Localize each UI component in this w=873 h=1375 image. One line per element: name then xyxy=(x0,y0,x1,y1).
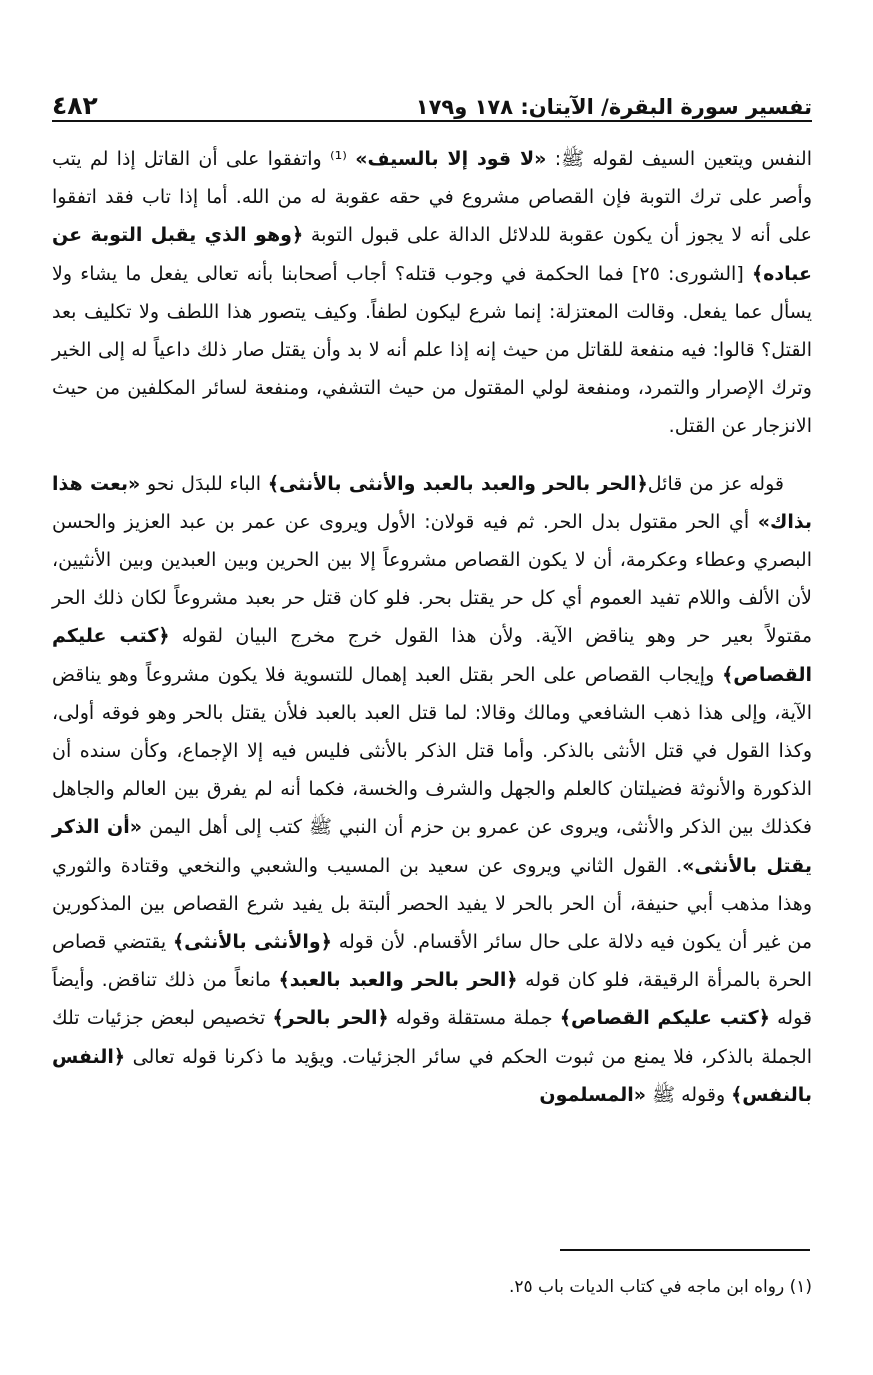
text-run: الباء للبدَل نحو xyxy=(140,472,268,495)
text-run: أي الحر مقتول بدل الحر. ثم فيه قولان: الأول ويروى عن عمر بن عبد العزيز والحسن البصري وعطاء وعكرمة، أن لا يكون القصاص مشروعاً إلا بين الحرين وبين العبدين وبين الأنثيين، لأن الألف واللام تفيد العموم أي كل حر يقتل بحر. فلو كان قتل حر بعبد مشروعاً لكان ذلك الحر مقتولاً بعير حر وهو يناقض الآية. ولأن هذا القول خرج مخرج البيان لقوله xyxy=(52,510,812,648)
quran-quote: ﴿والأنثى بالأنثى﴾ xyxy=(173,931,332,954)
running-header xyxy=(52,82,812,118)
text-run: وإيجاب القصاص على الحر بقتل العبد إهمال للتسوية فلا يكون مشروعاً وهو يناقض الآية، وإلى هذا ذهب الشافعي ومالك وقالا: لما قتل العبد بالعبد فلأن يقتل بالحر وهو فوقه أولى، وكذا القول في قتل الأنثى بالذكر. وأما قتل الذكر بالأنثى فليس فيه إلا الإجماع، وكأن سنده أن الذكورة والأنوثة فضيلتان كالعلم والجهل والشرف والخسة، فكما أنه لم يفرق بين العالم والجاهل فكذلك بين الذكر والأنثى، ويروى عن عمرو بن حزم أن النبي ﷺ كتب إلى أهل اليمن xyxy=(52,663,813,839)
text-run: يقتضي قصاص الحرة بالمرأة الرقيقة، فلو كان قوله xyxy=(52,931,812,992)
running-title: تفسير سورة البقرة/ الآيتان: ١٧٨ و١٧٩ xyxy=(415,95,812,119)
text-run: [الشورى: ٢٥] فما الحكمة في وجوب قتله؟ أجاب أصحابنا بأنه تعالى يفعل ما يشاء ولا يسأل عما يفعل. وقالت المعتزلة: إنما شرع ليكون لطفاً. وكيف يتصور هذا اللطف ولا تكليف بعد القتل؟ قالوا: فيه منفعة للقاتل من حيث إنه إذا علم أنه لا بد وأن يقتل صار ذلك داعياً له إلى الخير وترك الإصرار والتمرد، ومنفعة لولي المقتول من حيث التشفي، ومنفعة لسائر المكلفين من حيث الانزجار عن القتل. xyxy=(52,262,812,438)
text-run: قوله عز من قائل xyxy=(647,472,784,495)
quran-quote: ﴿كتب عليكم القصاص﴾ xyxy=(559,1007,770,1030)
quran-quote: ﴿كتب عليكم القصاص﴾ xyxy=(52,625,812,686)
text-run: تخصيص لبعض جزئيات تلك الجملة بالذكر، فلا يمنع من ثبوت الحكم في سائر الجزئيات. ويؤيد ما ذكرنا قوله تعالى xyxy=(52,1007,812,1068)
quran-quote: ﴿وهو الذي يقبل التوبة عن عباده﴾ xyxy=(52,224,812,285)
paragraph-2 xyxy=(52,465,812,1114)
quran-quote: ﴿النفس بالنفس﴾ xyxy=(52,1045,812,1106)
text-run: جملة مستقلة وقوله xyxy=(388,1007,560,1030)
page-number: ٤٨٢ xyxy=(52,91,98,120)
footnote: (١) رواه ابن ماجه في كتاب الديات باب ٢٥. xyxy=(508,1277,812,1297)
quran-quote: ﴿الحر بالحر والعبد بالعبد﴾ xyxy=(278,969,518,992)
text-run: مانعاً من ذلك تناقض. وأيضاً قوله xyxy=(52,969,812,1030)
paragraph-1 xyxy=(52,140,812,446)
quran-quote: ﴿الحر بالحر والعبد بالعبد والأنثى بالأنثى﴾ xyxy=(267,472,648,495)
text-run: . القول الثاني ويروى عن سعيد بن المسيب والشعبي والنخعي وقتادة والثوري وهذا مذهب أبي حنيفة، أن الحر بالحر لا يفيد الحصر ألبتة بل يفيد شرع القصاص بين المذكورين من غير أن يكون فيه دلالة على حال سائر الأقسام. لأن قوله xyxy=(52,854,812,954)
hadith-quote: «المسلمون xyxy=(539,1083,647,1106)
hadith-quote: «لا قود إلا بالسيف» xyxy=(355,148,547,170)
quran-quote: ﴿الحر بالحر﴾ xyxy=(272,1007,389,1030)
header-rule xyxy=(52,120,812,122)
main-text xyxy=(52,140,812,1114)
text-run: ⁽¹⁾ واتفقوا على أن القاتل إذا لم يتب وأصر على ترك التوبة فإن القصاص مشروع في حقه عقوبة له من الله. أما إذا تاب فقد اتفقوا على أنه لا يجوز أن يكون عقوبة للدلائل الدالة على قبول التوبة xyxy=(52,148,812,247)
text-run: النفس ويتعين السيف لقوله ﷺ: xyxy=(546,148,812,170)
text-run: وقوله ﷺ xyxy=(646,1083,732,1106)
footnote-rule xyxy=(560,1249,810,1251)
hadith-quote: «أن الذكر يقتل بالأنثى» xyxy=(52,816,812,877)
example-quote: «بعت هذا بذاك» xyxy=(52,472,812,533)
